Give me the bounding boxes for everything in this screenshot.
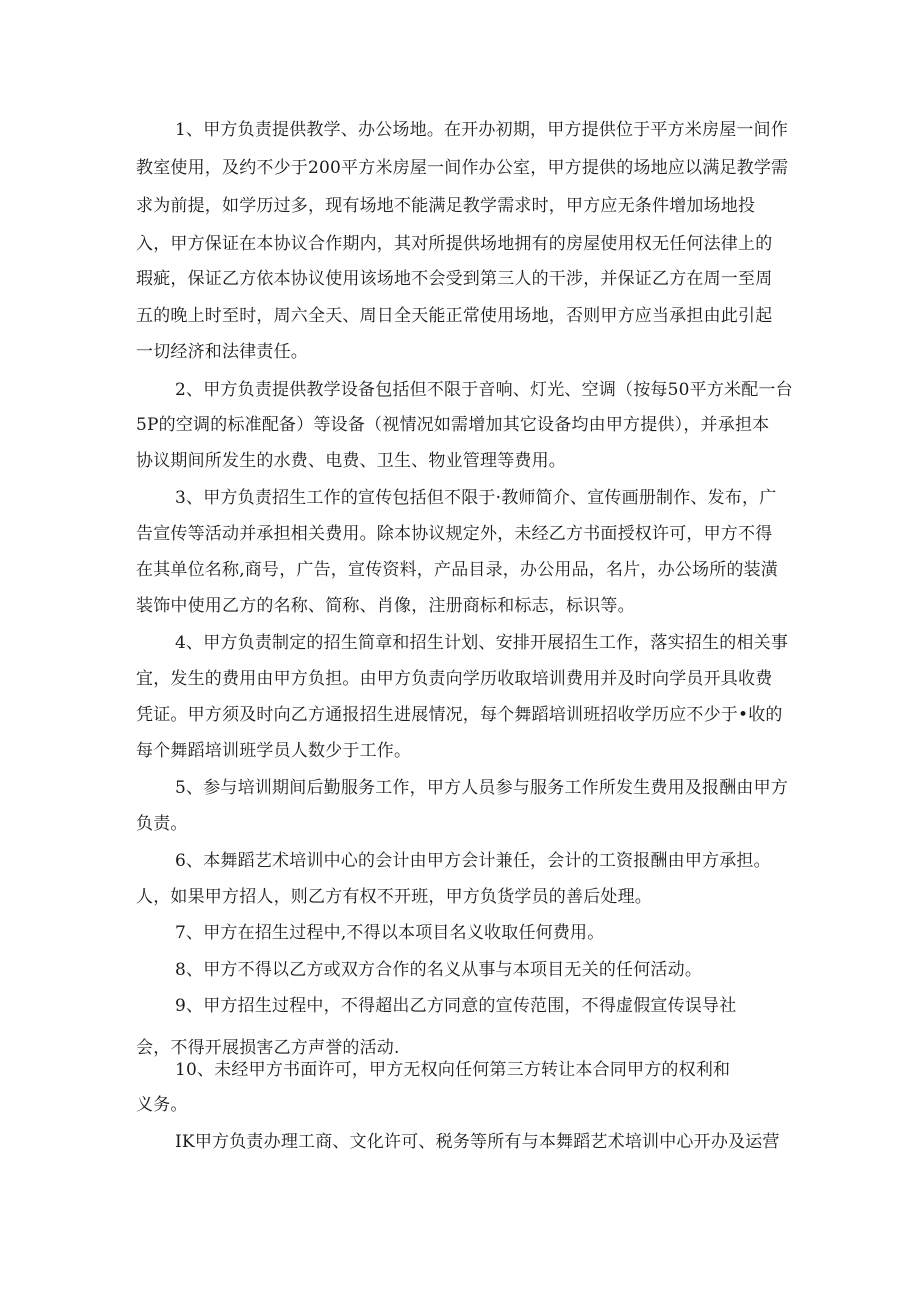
clause-10-line-2: 义务。 <box>136 1095 188 1115</box>
clause-2-line-1: 2、甲方负责提供教学设备包括但不限于音响、灯光、空调（按每50平方米配一台 <box>175 380 793 400</box>
clause-10-line-1: 10、未经甲方书面许可，甲方无权向任何第三方转让本合同甲方的权利和 <box>175 1060 731 1080</box>
clause-6-line-1: 6、本舞蹈艺术培训中心的会计由甲方会计兼任，会计的工资报酬由甲方承担。 <box>175 851 771 871</box>
clause-1-line-2: 教室使用，及约不少于200平方米房屋一间作办公室，甲方提供的场地应以满足教学需 <box>136 158 789 178</box>
clause-5-line-2: 负责。 <box>136 814 188 834</box>
clause-3-line-3: 在其单位名称,商号，广告，宣传资料，产品目录，办公用品，名片，办公场所的装潢 <box>136 560 779 580</box>
clause-1-line-5: 瑕疵，保证乙方依本协议使用该场地不会受到第三人的干涉，并保证乙方在周一至周 <box>136 269 773 289</box>
clause-2-line-3: 协议期间所发生的水费、电费、卫生、物业管理等费用。 <box>136 451 566 471</box>
clause-11-line-1: IK甲方负责办理工商、文化许可、税务等所有与本舞蹈艺术培训中心开办及运营 <box>175 1132 780 1152</box>
clause-3-line-4: 装饰中使用乙方的名称、简称、肖像，注册商标和标志，标识等。 <box>136 596 635 616</box>
clause-3-line-2: 告宣传等活动并承担相关费用。除本协议规定外，未经乙方书面授权许可，甲方不得 <box>136 524 773 544</box>
clause-8-line-1: 8、甲方不得以乙方或双方合作的名义从事与本项目无关的任何活动。 <box>175 960 703 980</box>
clause-4-line-4: 每个舞蹈培训班学员人数少于工作。 <box>136 741 412 761</box>
clause-4-line-2: 宜，发生的费用由甲方负担。由甲方负责向学历收取培训费用并及时向学员开具收费 <box>136 669 773 689</box>
clause-2-line-2: 5P的空调的标准配备）等设备（视情况如需增加其它设备均由甲方提供），并承担本 <box>136 415 770 435</box>
clause-1-line-1: 1、甲方负责提供教学、办公场地。在开办初期，甲方提供位于平方米房屋一间作 <box>175 120 789 140</box>
clause-5-line-1: 5、参与培训期间后勤服务工作，甲方人员参与服务工作所发生费用及报酬由甲方 <box>175 778 789 798</box>
clause-1-line-6: 五的晚上时至时，周六全天、周日全天能正常使用场地，否则甲方应当承担由此引起 <box>136 306 773 326</box>
clause-7-line-1: 7、甲方在招生过程中,不得以本项目名义收取任何费用。 <box>175 923 605 943</box>
clause-9-line-2: 会，不得开展损害乙方声誉的活动. <box>136 1038 400 1058</box>
clause-4-line-3: 凭证。甲方须及时向乙方通报招生进展情况，每个舞蹈培训班招收学历应不少于•收的 <box>136 705 783 725</box>
clause-3-line-1: 3、甲方负责招生工作的宣传包括但不限于·教师简介、宣传画册制作、发布，广 <box>175 488 777 508</box>
clause-4-line-1: 4、甲方负责制定的招生简章和招生计划、安排开展招生工作，落实招生的相关事 <box>175 633 789 653</box>
clause-9-line-1: 9、甲方招生过程中，不得超出乙方同意的宣传范围，不得虚假宣传误导社 <box>175 996 737 1016</box>
clause-1-line-7: 一切经济和法律责任。 <box>136 342 308 362</box>
clause-1-line-4: 入，甲方保证在本协议合作期内，其对所提供场地拥有的房屋使用权无任何法律上的 <box>136 234 773 254</box>
clause-1-line-3: 求为前提，如学历过多，现有场地不能满足教学需求时，甲方应无条件增加场地投 <box>136 196 756 216</box>
clause-6-line-2: 人，如果甲方招人，则乙方有权不开班，甲方负货学员的善后处理。 <box>136 887 652 907</box>
